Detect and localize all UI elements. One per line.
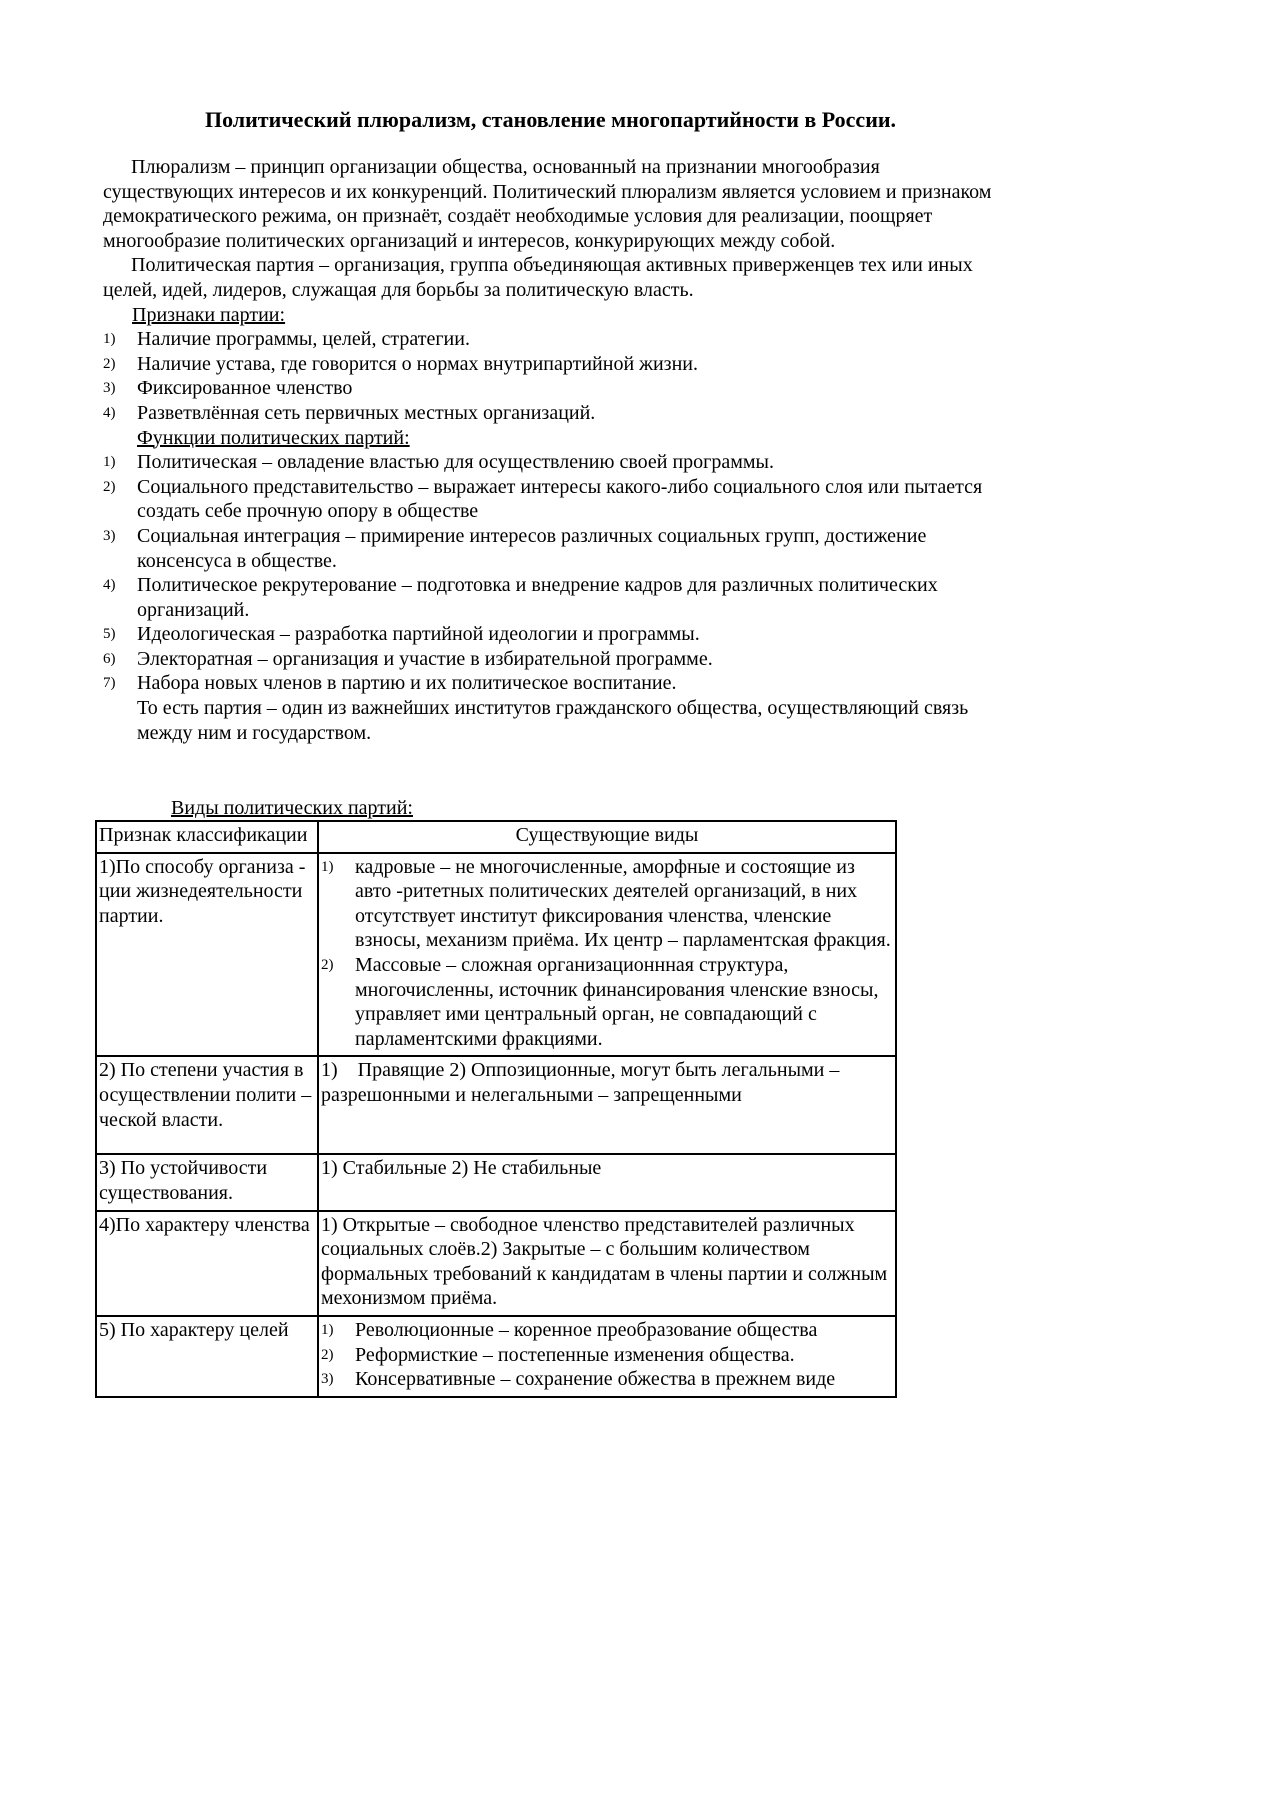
types-cell: 1) Стабильные 2) Не стабильные xyxy=(318,1154,896,1210)
criterion-cell: 3) По устойчивости существования. xyxy=(96,1154,318,1210)
table-row xyxy=(96,1154,896,1210)
types-cell xyxy=(318,853,896,1057)
table-caption: Виды политических партий: xyxy=(171,797,413,819)
types-cell: 1) Открытые – свободное членство представителей различных социальных слоёв.2) Закрытые – с большим количеством формальных требований к кандидатам в члены партии и солжным мехонизмом приёма. xyxy=(318,1211,896,1316)
criterion-cell: 4)По характеру членства xyxy=(96,1211,318,1316)
criterion-cell: 5) По характеру целей xyxy=(96,1316,318,1397)
list-item: 2) Реформисткие – постепенные изменения общества. xyxy=(321,1343,795,1366)
types-cell: 1) Правящие 2) Оппозиционные, могут быть легальными – разрешонными и нелегальными – запрещенными xyxy=(318,1056,896,1154)
table-row xyxy=(96,1211,896,1316)
list-item: 2) Наличие устава, где говорится о нормах внутрипартийной жизни. xyxy=(103,352,698,375)
table-row xyxy=(96,853,896,1057)
list-item: 2) Социального представительство – выражает интересы какого-либо социального слоя или пытается создать себе прочную опору в обществе xyxy=(103,475,983,523)
features-list xyxy=(103,327,1003,425)
list-item: 3) Фиксированное членство xyxy=(103,377,353,400)
list-item: 5) Идеологическая – разработка партийной идеологии и программы. xyxy=(103,623,700,646)
document-title: Политический плюрализм, становление многопартийности в России. xyxy=(204,107,897,132)
types-list xyxy=(321,855,893,1052)
paragraph-pluralism: Плюрализм – принцип организации общества, основанный на признании многообразия существующих интересов и их конкуренций. Политический плюрализм является условием и признаком демократического режима, он признаёт, создаёт необходимые условия для реализации, поощряет многообразие политических организаций и интересов, конкурирующих между собой. xyxy=(103,156,992,252)
header-cell-types: Существующие виды xyxy=(318,821,896,853)
list-item: 3) Социальная интеграция – примирение интересов различных социальных групп, достижение консенсуса в обществе. xyxy=(103,524,927,572)
table-header-row xyxy=(96,821,896,853)
paragraph-political-party: Политическая партия – организация, группа объединяющая активных приверженцев тех или иных целей, идей, лидеров, служащая для борьбы за политическую власть. xyxy=(103,254,973,301)
list-item: 3) Консервативные – сохранение обжества в прежнем виде xyxy=(321,1368,836,1391)
list-item: 7) Набора новых членов в партию и их политическое воспитание. xyxy=(103,672,677,695)
party-types-table xyxy=(95,820,897,1398)
criterion-cell: 2) По степени участия в осуществлении полити –ческой власти. xyxy=(96,1056,318,1154)
table-row xyxy=(96,1316,896,1397)
criterion-cell: 1)По способу организа - ции жизнедеятельности партии. xyxy=(96,853,318,1057)
types-list xyxy=(321,1318,893,1392)
list-item: 6) Электоратная – организация и участие в избирательной программе. xyxy=(103,647,713,670)
list-item: 4) Разветвлённая сеть первичных местных организаций. xyxy=(103,401,596,424)
header-cell-criterion: Признак классификации xyxy=(96,821,318,853)
list-item: 2) Массовые – сложная организационнная структура, многочисленны, источник финансирования членские взносы, управляет ими центральный орган, не совпадающий с парламентскими фракциями. xyxy=(321,953,879,1050)
conclusion-paragraph: То есть партия – один из важнейших институтов гражданского общества, осуществляющий связь между ним и государством. xyxy=(137,697,969,744)
functions-list xyxy=(103,450,1003,696)
document-body xyxy=(103,155,1003,745)
table-row xyxy=(96,1056,896,1154)
features-heading: Признаки партии: xyxy=(132,303,286,326)
list-item: 1) Революционные – коренное преобразование общества xyxy=(321,1318,818,1341)
functions-heading: Функции политических партий: xyxy=(137,426,410,449)
list-item: 1) Политическая – овладение властью для осуществлению своей программы. xyxy=(103,451,774,474)
list-item: 4) Политическое рекрутерование – подготовка и внедрение кадров для различных политических организаций. xyxy=(103,574,938,621)
list-item: 1) кадровые – не многочисленные, аморфные и состоящие из авто -ритетных политических деятелей организаций, в них отсутствует институт фиксирования членства, членские взносы, механизм приёма. Их центр – парламентская фракция. xyxy=(321,855,891,952)
types-cell xyxy=(318,1316,896,1397)
list-item: 1) Наличие программы, целей, стратегии. xyxy=(103,328,470,351)
